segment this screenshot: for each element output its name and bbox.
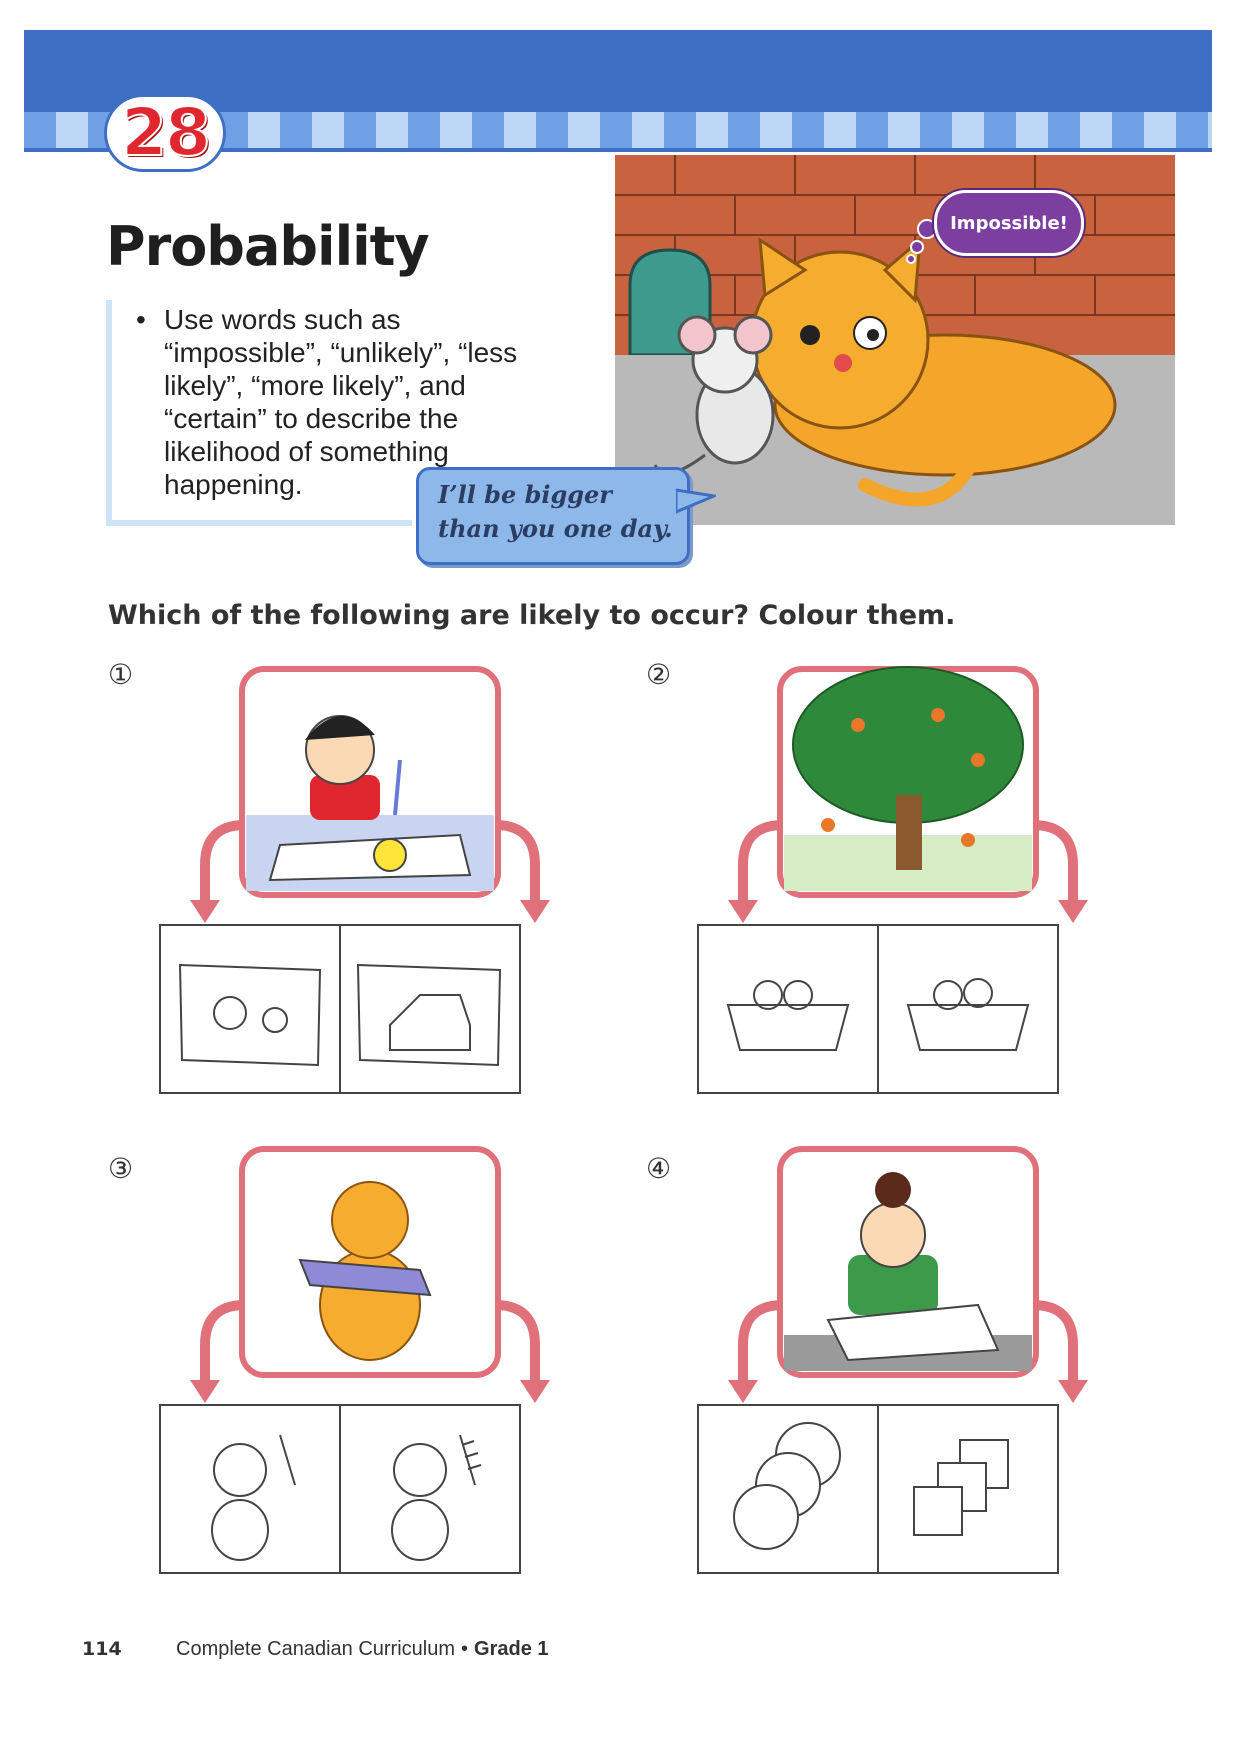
footer-separator: • xyxy=(461,1638,469,1660)
fallen-fruit xyxy=(821,818,835,832)
cat-head xyxy=(332,1182,408,1258)
question-2 xyxy=(698,665,1118,1110)
painted-flower xyxy=(374,839,406,871)
question-1 xyxy=(160,665,580,1110)
cat-nose xyxy=(834,354,852,372)
fruit xyxy=(851,718,865,732)
question-1-number: ① xyxy=(108,658,134,691)
fallen-fruit xyxy=(961,833,975,847)
question-3 xyxy=(160,1145,580,1590)
right-arrow-head xyxy=(520,1380,550,1403)
right-arrow-head xyxy=(520,900,550,923)
footer-book-line xyxy=(176,1638,549,1661)
circle-shape xyxy=(734,1485,798,1549)
question-4-number: ④ xyxy=(646,1152,672,1185)
girl-head xyxy=(861,1203,925,1267)
lesson-title: Probability xyxy=(106,215,429,278)
option-cat-with-fish-bones[interactable] xyxy=(340,1405,520,1573)
cat-eye xyxy=(800,325,820,345)
option-cat-with-whole-fish[interactable] xyxy=(160,1405,340,1573)
mouse-right-ear xyxy=(735,317,771,353)
lesson-bullet-text: Use words such as “impossible”, “unlikely”, “less likely”, “more likely”, and “certain” to describe the likelihood of something happening. xyxy=(164,304,518,500)
question-4 xyxy=(698,1145,1118,1590)
bullet-dot: • xyxy=(136,304,146,335)
left-arrow-head xyxy=(190,900,220,923)
tree-trunk xyxy=(896,795,922,870)
question-2-number: ② xyxy=(646,658,672,691)
option-flower-picture[interactable] xyxy=(160,925,340,1093)
speech-bubble-tail xyxy=(676,488,716,518)
square-shape xyxy=(914,1487,962,1535)
speech-bubble-text: I’ll be bigger than you one day. xyxy=(438,480,673,543)
instruction-text: Which of the following are likely to occur? Colour them. xyxy=(108,600,956,631)
cat-pupil xyxy=(867,329,879,341)
left-arrow-head xyxy=(728,900,758,923)
footer-book-title: Complete Canadian Curriculum xyxy=(176,1638,456,1660)
right-arrow-head xyxy=(1058,900,1088,923)
left-arrow-head xyxy=(728,1380,758,1403)
question-3-number: ③ xyxy=(108,1152,134,1185)
left-arrow-head xyxy=(190,1380,220,1403)
option-basket-of-oranges[interactable] xyxy=(878,925,1058,1093)
option-basket-of-apples[interactable] xyxy=(698,925,878,1093)
cat-mouse-illustration xyxy=(615,155,1175,525)
right-arrow-head xyxy=(1058,1380,1088,1403)
mouse-left-ear xyxy=(679,317,715,353)
girl-hair-bun xyxy=(875,1172,911,1208)
unit-badge xyxy=(104,94,226,172)
fruit xyxy=(931,708,945,722)
thought-bubble-text: Impossible! xyxy=(950,212,1068,234)
unit-number: 28 xyxy=(121,94,209,171)
page-number: 114 xyxy=(82,1638,122,1660)
footer-grade: Grade 1 xyxy=(474,1638,549,1660)
thought-bubble xyxy=(934,190,1084,256)
fruit xyxy=(971,753,985,767)
option-house-picture[interactable] xyxy=(340,925,520,1093)
